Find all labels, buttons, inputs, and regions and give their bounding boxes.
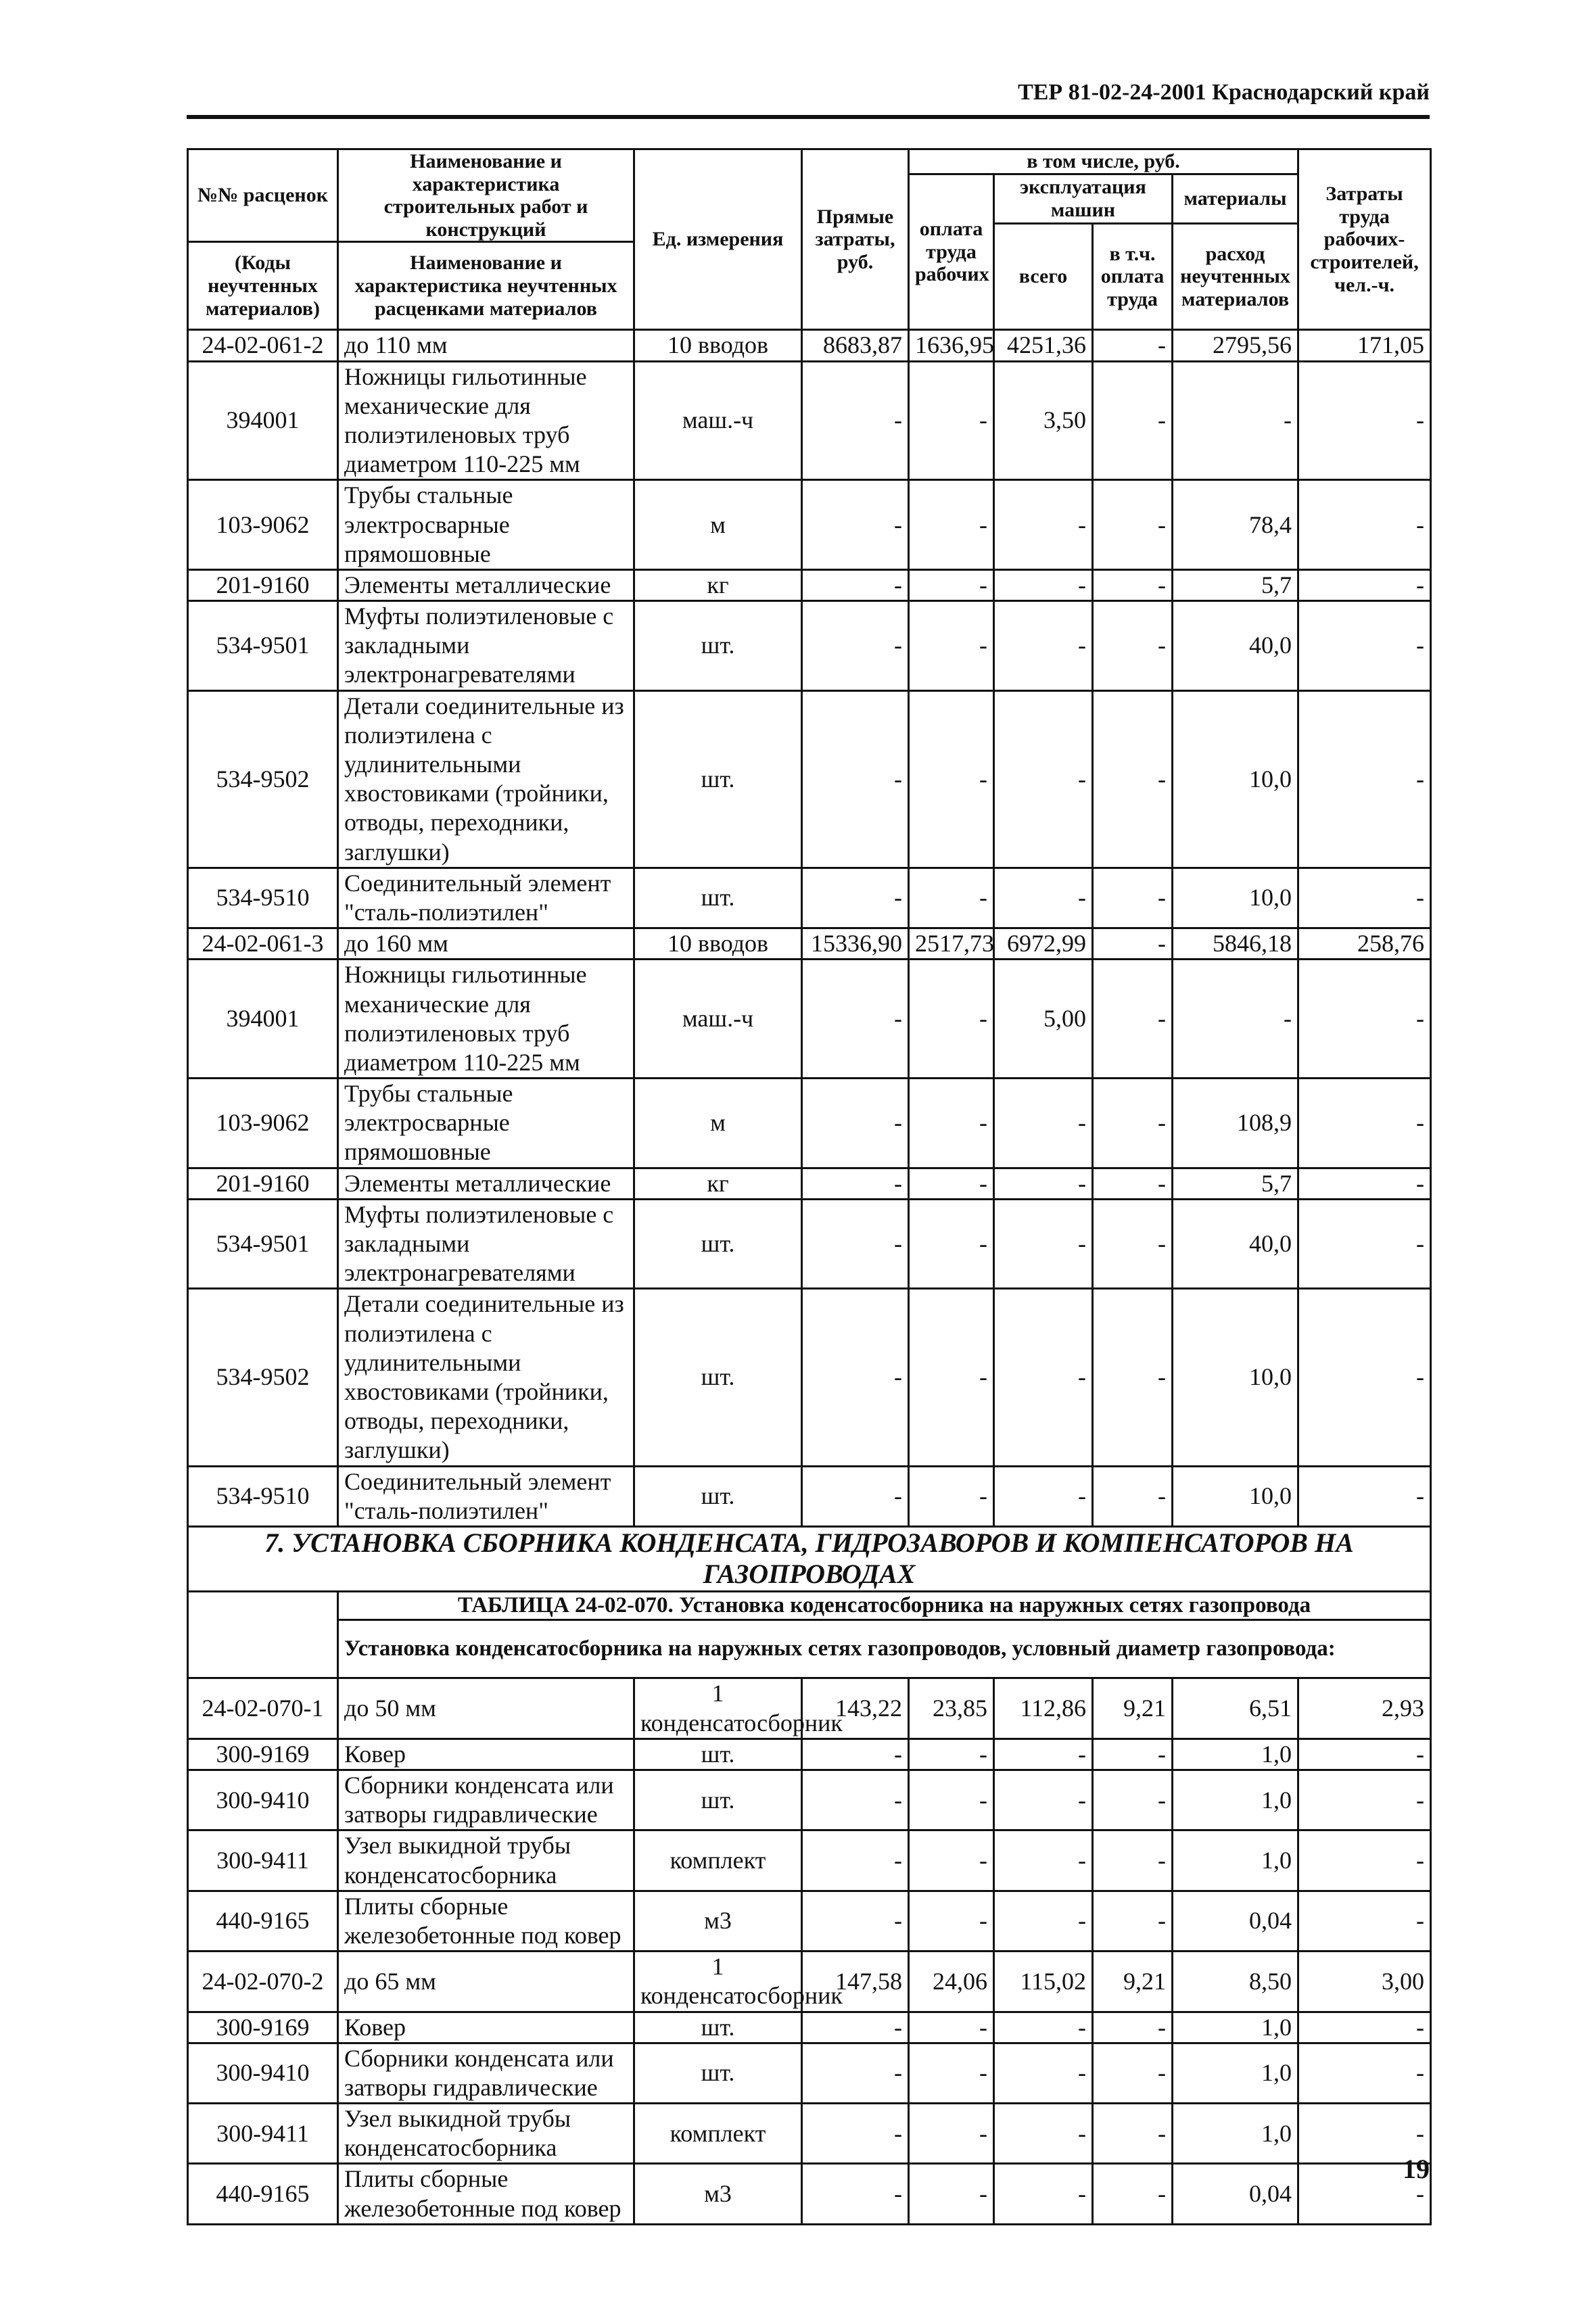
rate-code: 103-9062 bbox=[188, 1079, 338, 1168]
labor-hours: - bbox=[1298, 960, 1431, 1079]
table-row bbox=[188, 928, 1431, 960]
page-header bbox=[187, 76, 1430, 119]
machine-costs: - bbox=[994, 690, 1093, 868]
worker-wages: - bbox=[909, 569, 994, 600]
col-direct: Прямые затраты, руб. bbox=[802, 149, 909, 330]
table-header bbox=[188, 149, 1431, 330]
machine-operator-wages: - bbox=[1093, 601, 1173, 691]
direct-costs: 147,58 bbox=[802, 1952, 909, 2012]
rate-code: 201-9160 bbox=[188, 569, 338, 600]
direct-costs: - bbox=[802, 960, 909, 1079]
direct-costs: - bbox=[802, 1466, 909, 1526]
machine-operator-wages: - bbox=[1093, 330, 1173, 361]
labor-hours: - bbox=[1298, 2104, 1431, 2164]
labor-hours: - bbox=[1298, 2012, 1431, 2043]
table-row bbox=[188, 960, 1431, 1079]
machine-operator-wages: 9,21 bbox=[1093, 1678, 1173, 1738]
machine-costs: - bbox=[994, 1199, 1093, 1289]
worker-wages: - bbox=[909, 1770, 994, 1830]
machine-costs: - bbox=[994, 601, 1093, 691]
unit-of-measure: 1 конденсатосборник bbox=[634, 1952, 802, 2012]
col-materials: материалы bbox=[1173, 174, 1298, 223]
labor-hours: 3,00 bbox=[1298, 1952, 1431, 2012]
worker-wages: - bbox=[909, 1891, 994, 1951]
unit-of-measure: шт. bbox=[634, 2043, 802, 2103]
rate-code: 534-9501 bbox=[188, 1199, 338, 1289]
material-costs: 1,0 bbox=[1173, 1770, 1298, 1830]
direct-costs: - bbox=[802, 1830, 909, 1891]
rate-code: 300-9169 bbox=[188, 2012, 338, 2043]
table-subtitle: Установка конденсатосборника на наружных сетях газопроводов, условный диаметр газопровода: bbox=[338, 1620, 1431, 1678]
labor-hours: 258,76 bbox=[1298, 928, 1431, 960]
table-title: ТАБЛИЦА 24-02-070. Установка коденсатосборника на наружных сетях газопровода bbox=[338, 1591, 1431, 1620]
table-row bbox=[188, 601, 1431, 691]
rate-code: 394001 bbox=[188, 361, 338, 480]
table-row bbox=[188, 2104, 1431, 2164]
material-costs: 6,51 bbox=[1173, 1678, 1298, 1738]
direct-costs: - bbox=[802, 569, 909, 600]
col-labor: Затраты труда рабочих-строителей, чел.-ч. bbox=[1298, 149, 1431, 330]
worker-wages: - bbox=[909, 2012, 994, 2043]
table-body-lower bbox=[188, 1678, 1431, 2224]
labor-hours: - bbox=[1298, 690, 1431, 868]
direct-costs: - bbox=[802, 2043, 909, 2103]
worker-wages: - bbox=[909, 1168, 994, 1199]
machine-costs: 6972,99 bbox=[994, 928, 1093, 960]
machine-costs: - bbox=[994, 1168, 1093, 1199]
table-row bbox=[188, 2012, 1431, 2043]
item-name: Муфты полиэтиленовые с закладными электронагревателями bbox=[338, 601, 634, 691]
col-incl: в том числе, руб. bbox=[909, 149, 1298, 174]
machine-costs: 4251,36 bbox=[994, 330, 1093, 361]
item-name: Плиты сборные железобетонные под ковер bbox=[338, 1891, 634, 1951]
machine-costs: - bbox=[994, 569, 1093, 600]
machine-costs: - bbox=[994, 480, 1093, 570]
direct-costs: - bbox=[802, 361, 909, 480]
material-costs: 0,04 bbox=[1173, 1891, 1298, 1951]
direct-costs: - bbox=[802, 2104, 909, 2164]
col-name-top: Наименование и характеристика строительных работ и конструкций bbox=[338, 149, 634, 242]
col-mach-total: всего bbox=[994, 224, 1093, 330]
labor-hours: - bbox=[1298, 1199, 1431, 1289]
machine-operator-wages: - bbox=[1093, 1079, 1173, 1168]
direct-costs: - bbox=[802, 2164, 909, 2224]
machine-operator-wages: - bbox=[1093, 690, 1173, 868]
machine-costs: - bbox=[994, 1830, 1093, 1891]
material-costs: 0,04 bbox=[1173, 2164, 1298, 2224]
machine-operator-wages: - bbox=[1093, 1891, 1173, 1951]
direct-costs: 15336,90 bbox=[802, 928, 909, 960]
item-name: Элементы металлические bbox=[338, 1168, 634, 1199]
worker-wages: - bbox=[909, 1079, 994, 1168]
table-row bbox=[188, 569, 1431, 600]
machine-costs: - bbox=[994, 2043, 1093, 2103]
unit-of-measure: кг bbox=[634, 1168, 802, 1199]
unit-of-measure: маш.-ч bbox=[634, 960, 802, 1079]
rate-code: 534-9510 bbox=[188, 1466, 338, 1526]
labor-hours: - bbox=[1298, 1770, 1431, 1830]
labor-hours: - bbox=[1298, 1830, 1431, 1891]
direct-costs: - bbox=[802, 1891, 909, 1951]
labor-hours: - bbox=[1298, 1168, 1431, 1199]
rate-code: 300-9410 bbox=[188, 2043, 338, 2103]
machine-costs: - bbox=[994, 1466, 1093, 1526]
machine-costs: - bbox=[994, 868, 1093, 928]
rate-code: 440-9165 bbox=[188, 1891, 338, 1951]
material-costs: 1,0 bbox=[1173, 1738, 1298, 1770]
machine-costs: - bbox=[994, 2012, 1093, 2043]
worker-wages: - bbox=[909, 690, 994, 868]
material-costs: 40,0 bbox=[1173, 601, 1298, 691]
col-unit: Ед. измерения bbox=[634, 149, 802, 330]
material-costs: 10,0 bbox=[1173, 868, 1298, 928]
table-body-upper bbox=[188, 330, 1431, 1527]
direct-costs: 8683,87 bbox=[802, 330, 909, 361]
table-row bbox=[188, 1199, 1431, 1289]
material-costs: 1,0 bbox=[1173, 2043, 1298, 2103]
machine-costs: 112,86 bbox=[994, 1678, 1093, 1738]
material-costs: 5,7 bbox=[1173, 569, 1298, 600]
rate-code: 103-9062 bbox=[188, 480, 338, 570]
worker-wages: - bbox=[909, 1289, 994, 1466]
direct-costs: - bbox=[802, 1199, 909, 1289]
machine-operator-wages: - bbox=[1093, 361, 1173, 480]
unit-of-measure: м3 bbox=[634, 1891, 802, 1951]
machine-operator-wages: - bbox=[1093, 2012, 1173, 2043]
machine-costs: - bbox=[994, 2104, 1093, 2164]
direct-costs: - bbox=[802, 1770, 909, 1830]
unit-of-measure: м bbox=[634, 480, 802, 570]
rate-code: 440-9165 bbox=[188, 2164, 338, 2224]
item-name: Ковер bbox=[338, 2012, 634, 2043]
table-row bbox=[188, 1079, 1431, 1168]
page-number: 19 bbox=[1403, 2154, 1430, 2184]
table-row bbox=[188, 361, 1431, 480]
item-name: Ножницы гильотинные механические для полиэтиленовых труб диаметром 110-225 мм bbox=[338, 361, 634, 480]
rate-code: 300-9411 bbox=[188, 1830, 338, 1891]
table-row bbox=[188, 480, 1431, 570]
unit-of-measure: шт. bbox=[634, 1289, 802, 1466]
machine-costs: - bbox=[994, 1738, 1093, 1770]
worker-wages: 24,06 bbox=[909, 1952, 994, 2012]
labor-hours: - bbox=[1298, 1079, 1431, 1168]
worker-wages: - bbox=[909, 601, 994, 691]
machine-operator-wages: - bbox=[1093, 1199, 1173, 1289]
rate-code: 24-02-061-2 bbox=[188, 330, 338, 361]
item-name: Муфты полиэтиленовые с закладными электронагревателями bbox=[338, 1199, 634, 1289]
item-name: Элементы металлические bbox=[338, 569, 634, 600]
col-name-bottom: Наименование и характеристика неучтенных расценками материалов bbox=[338, 242, 634, 330]
rate-code: 201-9160 bbox=[188, 1168, 338, 1199]
labor-hours: - bbox=[1298, 1289, 1431, 1466]
item-name: Соединительный элемент "сталь-полиэтилен" bbox=[338, 1466, 634, 1526]
machine-operator-wages: - bbox=[1093, 569, 1173, 600]
direct-costs: - bbox=[802, 690, 909, 868]
machine-operator-wages: - bbox=[1093, 2104, 1173, 2164]
document-title: ТЕР 81-02-24-2001 Краснодарский край bbox=[1018, 80, 1430, 105]
table-row bbox=[188, 330, 1431, 361]
worker-wages: - bbox=[909, 1466, 994, 1526]
table-row bbox=[188, 1770, 1431, 1830]
machine-operator-wages: - bbox=[1093, 2164, 1173, 2224]
material-costs: 8,50 bbox=[1173, 1952, 1298, 2012]
unit-of-measure: м3 bbox=[634, 2164, 802, 2224]
rate-code: 24-02-070-1 bbox=[188, 1678, 338, 1738]
machine-costs: - bbox=[994, 1079, 1093, 1168]
col-mach-wages: в т.ч. оплата труда bbox=[1093, 224, 1173, 330]
material-costs: 5846,18 bbox=[1173, 928, 1298, 960]
worker-wages: - bbox=[909, 868, 994, 928]
item-name: Ковер bbox=[338, 1738, 634, 1770]
section-block bbox=[188, 1526, 1431, 1678]
material-costs: - bbox=[1173, 361, 1298, 480]
direct-costs: - bbox=[802, 1079, 909, 1168]
table-row bbox=[188, 1738, 1431, 1770]
machine-costs: 3,50 bbox=[994, 361, 1093, 480]
machine-operator-wages: - bbox=[1093, 480, 1173, 570]
item-name: Детали соединительные из полиэтилена с удлинительными хвостовиками (тройники, отводы, переходники, заглушки) bbox=[338, 690, 634, 868]
col-machines: эксплуатация машин bbox=[994, 174, 1173, 223]
worker-wages: - bbox=[909, 2104, 994, 2164]
unit-of-measure: шт. bbox=[634, 1770, 802, 1830]
rate-code: 24-02-070-2 bbox=[188, 1952, 338, 2012]
direct-costs: - bbox=[802, 1738, 909, 1770]
labor-hours: - bbox=[1298, 1891, 1431, 1951]
machine-costs: - bbox=[994, 2164, 1093, 2224]
unit-of-measure: шт. bbox=[634, 690, 802, 868]
machine-operator-wages: 9,21 bbox=[1093, 1952, 1173, 2012]
col-code-top: №№ расценок bbox=[188, 149, 338, 242]
item-name: Узел выкидной трубы конденсатосборника bbox=[338, 1830, 634, 1891]
col-code-bottom: (Коды неучтенных материалов) bbox=[188, 242, 338, 330]
table-row bbox=[188, 1891, 1431, 1951]
material-costs: 1,0 bbox=[1173, 1830, 1298, 1891]
item-name: Трубы стальные электросварные прямошовные bbox=[338, 1079, 634, 1168]
rate-code: 534-9501 bbox=[188, 601, 338, 691]
unit-of-measure: кг bbox=[634, 569, 802, 600]
unit-of-measure: шт. bbox=[634, 1199, 802, 1289]
material-costs: 2795,56 bbox=[1173, 330, 1298, 361]
unit-of-measure: 10 вводов bbox=[634, 928, 802, 960]
direct-costs: - bbox=[802, 2012, 909, 2043]
labor-hours: 2,93 bbox=[1298, 1678, 1431, 1738]
material-costs: 10,0 bbox=[1173, 690, 1298, 868]
machine-costs: 5,00 bbox=[994, 960, 1093, 1079]
unit-of-measure: комплект bbox=[634, 2104, 802, 2164]
worker-wages: 2517,73 bbox=[909, 928, 994, 960]
item-name: до 50 мм bbox=[338, 1678, 634, 1738]
machine-operator-wages: - bbox=[1093, 1466, 1173, 1526]
machine-operator-wages: - bbox=[1093, 1830, 1173, 1891]
rate-code: 300-9410 bbox=[188, 1770, 338, 1830]
machine-operator-wages: - bbox=[1093, 1289, 1173, 1466]
worker-wages: - bbox=[909, 2164, 994, 2224]
worker-wages: - bbox=[909, 960, 994, 1079]
machine-operator-wages: - bbox=[1093, 2043, 1173, 2103]
table-row bbox=[188, 1466, 1431, 1526]
worker-wages: - bbox=[909, 1199, 994, 1289]
table-row bbox=[188, 2164, 1431, 2224]
item-name: до 110 мм bbox=[338, 330, 634, 361]
labor-hours: - bbox=[1298, 2043, 1431, 2103]
item-name: до 65 мм bbox=[338, 1952, 634, 2012]
rate-code: 300-9411 bbox=[188, 2104, 338, 2164]
machine-operator-wages: - bbox=[1093, 1770, 1173, 1830]
worker-wages: 1636,95 bbox=[909, 330, 994, 361]
material-costs: 1,0 bbox=[1173, 2012, 1298, 2043]
rate-code: 300-9169 bbox=[188, 1738, 338, 1770]
machine-operator-wages: - bbox=[1093, 960, 1173, 1079]
labor-hours: - bbox=[1298, 2164, 1431, 2224]
machine-costs: - bbox=[994, 1289, 1093, 1466]
table-row bbox=[188, 868, 1431, 928]
material-costs: 5,7 bbox=[1173, 1168, 1298, 1199]
unit-of-measure: комплект bbox=[634, 1830, 802, 1891]
rate-code: 394001 bbox=[188, 960, 338, 1079]
direct-costs: - bbox=[802, 868, 909, 928]
worker-wages: - bbox=[909, 1830, 994, 1891]
worker-wages: - bbox=[909, 2043, 994, 2103]
col-wages: оплата труда рабочих bbox=[909, 174, 994, 330]
item-name: Сборники конденсата или затворы гидравлические bbox=[338, 1770, 634, 1830]
labor-hours: - bbox=[1298, 868, 1431, 928]
table-row bbox=[188, 1168, 1431, 1199]
item-name: Соединительный элемент "сталь-полиэтилен" bbox=[338, 868, 634, 928]
section-title: 7. УСТАНОВКА СБОРНИКА КОНДЕНСАТА, ГИДРОЗАВОРОВ И КОМПЕНСАТОРОВ НА ГАЗОПРОВОДАХ bbox=[188, 1526, 1431, 1591]
item-name: Трубы стальные электросварные прямошовные bbox=[338, 480, 634, 570]
labor-hours: - bbox=[1298, 569, 1431, 600]
machine-operator-wages: - bbox=[1093, 928, 1173, 960]
worker-wages: - bbox=[909, 1738, 994, 1770]
item-name: Ножницы гильотинные механические для полиэтиленовых труб диаметром 110-225 мм bbox=[338, 960, 634, 1079]
table-row bbox=[188, 1678, 1431, 1738]
unit-of-measure: шт. bbox=[634, 1466, 802, 1526]
direct-costs: - bbox=[802, 480, 909, 570]
machine-costs: - bbox=[994, 1770, 1093, 1830]
unit-of-measure: м bbox=[634, 1079, 802, 1168]
material-costs: 1,0 bbox=[1173, 2104, 1298, 2164]
worker-wages: 23,85 bbox=[909, 1678, 994, 1738]
unit-of-measure: шт. bbox=[634, 1738, 802, 1770]
material-costs: 78,4 bbox=[1173, 480, 1298, 570]
table-row bbox=[188, 1289, 1431, 1466]
material-costs: 40,0 bbox=[1173, 1199, 1298, 1289]
material-costs: 10,0 bbox=[1173, 1466, 1298, 1526]
item-name: Сборники конденсата или затворы гидравлические bbox=[338, 2043, 634, 2103]
labor-hours: 171,05 bbox=[1298, 330, 1431, 361]
rate-code: 534-9510 bbox=[188, 868, 338, 928]
direct-costs: - bbox=[802, 1168, 909, 1199]
material-costs: - bbox=[1173, 960, 1298, 1079]
table-row bbox=[188, 1952, 1431, 2012]
unit-of-measure: 10 вводов bbox=[634, 330, 802, 361]
labor-hours: - bbox=[1298, 1466, 1431, 1526]
item-name: до 160 мм bbox=[338, 928, 634, 960]
rate-code: 24-02-061-3 bbox=[188, 928, 338, 960]
labor-hours: - bbox=[1298, 601, 1431, 691]
item-name: Детали соединительные из полиэтилена с удлинительными хвостовиками (тройники, отводы, переходники, заглушки) bbox=[338, 1289, 634, 1466]
col-materials-sub: расход неучтенных материалов bbox=[1173, 224, 1298, 330]
machine-costs: - bbox=[994, 1891, 1093, 1951]
rate-code: 534-9502 bbox=[188, 690, 338, 868]
unit-of-measure: шт. bbox=[634, 2012, 802, 2043]
worker-wages: - bbox=[909, 480, 994, 570]
unit-of-measure: шт. bbox=[634, 601, 802, 691]
machine-costs: 115,02 bbox=[994, 1952, 1093, 2012]
table-row bbox=[188, 2043, 1431, 2103]
machine-operator-wages: - bbox=[1093, 1738, 1173, 1770]
material-costs: 108,9 bbox=[1173, 1079, 1298, 1168]
unit-of-measure: маш.-ч bbox=[634, 361, 802, 480]
machine-operator-wages: - bbox=[1093, 1168, 1173, 1199]
table-row bbox=[188, 1830, 1431, 1891]
material-costs: 10,0 bbox=[1173, 1289, 1298, 1466]
worker-wages: - bbox=[909, 361, 994, 480]
direct-costs: - bbox=[802, 1289, 909, 1466]
labor-hours: - bbox=[1298, 361, 1431, 480]
direct-costs: - bbox=[802, 601, 909, 691]
unit-of-measure: 1 конденсатосборник bbox=[634, 1678, 802, 1738]
labor-hours: - bbox=[1298, 480, 1431, 570]
table-row bbox=[188, 690, 1431, 868]
machine-operator-wages: - bbox=[1093, 868, 1173, 928]
item-name: Узел выкидной трубы конденсатосборника bbox=[338, 2104, 634, 2164]
unit-of-measure: шт. bbox=[634, 868, 802, 928]
direct-costs: 143,22 bbox=[802, 1678, 909, 1738]
labor-hours: - bbox=[1298, 1738, 1431, 1770]
rates-table bbox=[187, 148, 1432, 2225]
item-name: Плиты сборные железобетонные под ковер bbox=[338, 2164, 634, 2224]
rate-code: 534-9502 bbox=[188, 1289, 338, 1466]
